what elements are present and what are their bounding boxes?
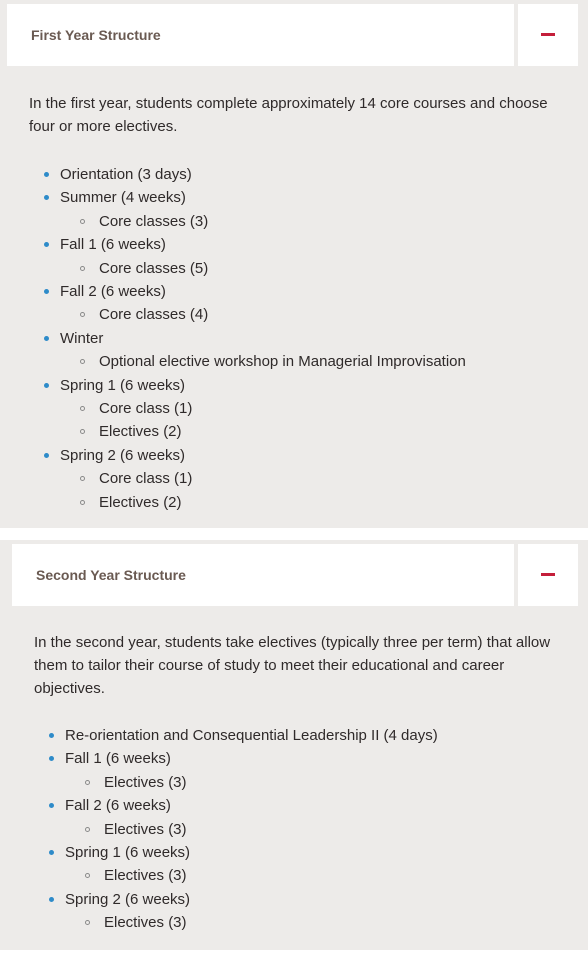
list-item — [28, 374, 466, 444]
sub-list-item: Electives (2) — [60, 420, 466, 443]
list-item — [33, 747, 438, 794]
list-item-label: Spring 2 (6 weeks) — [60, 446, 186, 464]
list-item — [28, 233, 466, 280]
second-year-header[interactable] — [12, 544, 514, 606]
list-item-label: Winter — [60, 329, 104, 347]
list-item-label: Re-orientation and Consequential Leadership II (4 days) — [65, 727, 438, 744]
sub-list-item: Core classes (5) — [60, 257, 466, 280]
first-year-title: First Year Structure — [31, 27, 161, 43]
minus-icon — [541, 573, 555, 576]
sub-list-item: Optional elective workshop in Managerial Improvisation — [60, 350, 466, 373]
list-item-label: Orientation (3 days) — [60, 166, 192, 183]
list-item — [28, 444, 466, 514]
sub-list — [65, 771, 438, 794]
list-item — [33, 841, 438, 888]
sub-list-item: Core classes (3) — [60, 210, 466, 233]
sub-list-item: Core class (1) — [60, 467, 466, 490]
sub-list — [65, 911, 438, 934]
list-item-label: Fall 2 (6 weeks) — [65, 797, 171, 815]
sub-list — [60, 350, 466, 373]
list-item — [33, 724, 438, 747]
first-year-collapse-button[interactable] — [518, 4, 578, 66]
list-item — [28, 163, 466, 186]
sub-list — [60, 397, 466, 444]
list-item — [28, 327, 466, 374]
second-year-title: Second Year Structure — [36, 567, 186, 583]
sub-list-item: Electives (3) — [65, 771, 438, 794]
list-item — [28, 280, 466, 327]
list-item-label: Spring 2 (6 weeks) — [65, 890, 191, 908]
sub-list — [60, 303, 466, 326]
list-item-label: Summer (4 weeks) — [60, 189, 186, 207]
list-item-label: Fall 1 (6 weeks) — [65, 750, 171, 768]
sub-list-item: Electives (3) — [65, 864, 438, 887]
list-item — [33, 794, 438, 841]
sub-list — [60, 210, 466, 233]
list-item — [33, 888, 438, 935]
list-item-label: Fall 1 (6 weeks) — [60, 236, 166, 254]
sub-list-item: Electives (2) — [60, 491, 466, 514]
list-item-label: Spring 1 (6 weeks) — [65, 844, 191, 862]
sub-list — [60, 257, 466, 280]
sub-list-item: Electives (3) — [65, 911, 438, 934]
sub-list-item: Core classes (4) — [60, 303, 466, 326]
minus-icon — [541, 33, 555, 36]
sub-list-item: Electives (3) — [65, 818, 438, 841]
second-year-list — [33, 724, 438, 935]
sub-list — [60, 467, 466, 514]
first-year-list — [28, 163, 466, 514]
sub-list-item: Core class (1) — [60, 397, 466, 420]
second-year-collapse-button[interactable] — [518, 544, 578, 606]
sub-list — [65, 818, 438, 841]
sub-list — [65, 864, 438, 887]
second-year-intro: In the second year, students take electives (typically three per term) that allow them to tailor their course of study to meet their educational and career objectives. — [34, 634, 551, 697]
list-item-label: Spring 1 (6 weeks) — [60, 376, 186, 394]
list-item-label: Fall 2 (6 weeks) — [60, 283, 166, 301]
list-item — [28, 186, 466, 233]
first-year-header[interactable] — [7, 4, 514, 66]
first-year-intro: In the first year, students complete approximately 14 core courses and choose four or more electives. — [29, 95, 548, 135]
second-year-accordion — [0, 540, 588, 950]
